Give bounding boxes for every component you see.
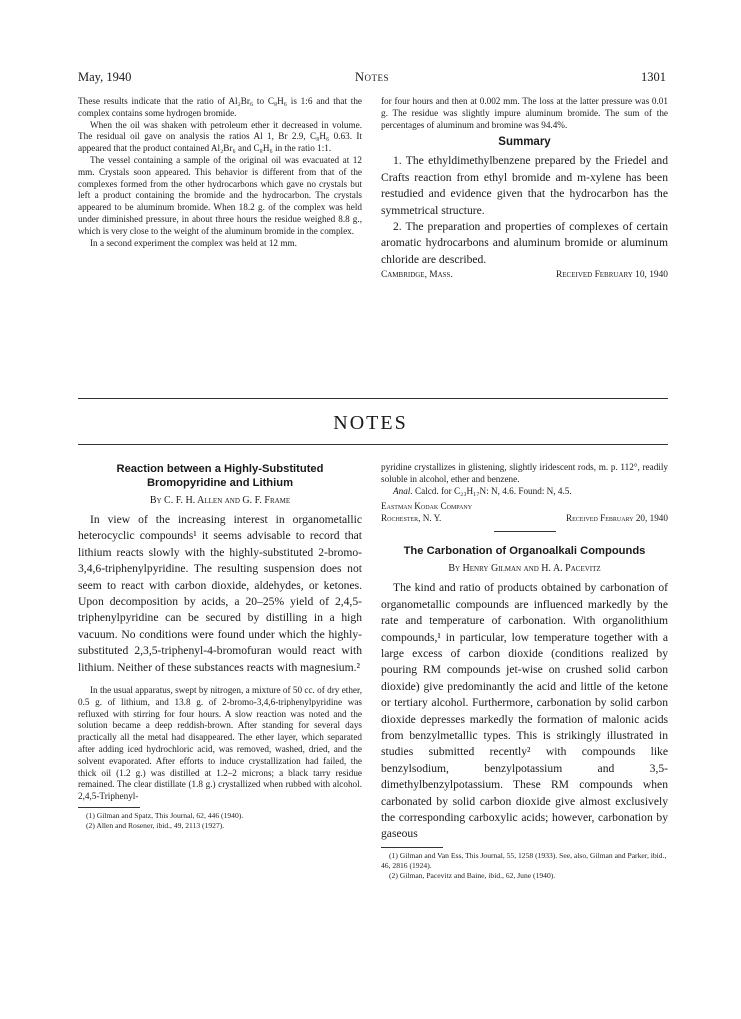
received-date: Received February 10, 1940 — [556, 270, 668, 281]
header-section: Notes — [354, 70, 390, 84]
summary-item: 1. The ethyldimethylbenzene prepared by the Friedel and Crafts reaction from ethyl bromide and m-xylene has been restudied and evidence given that the hydrocarbon has the symmetrical structure. — [381, 154, 668, 217]
footnote: (2) Gilman, Pacevitz and Baine, ibid., 62, June (1940). — [389, 870, 556, 880]
footnote: (1) Gilman and Spatz, This Journal, 62, 446 (1940). — [86, 811, 244, 821]
summary-heading: Summary — [498, 136, 551, 149]
summary-item: 2. The preparation and properties of complexes of certain aromatic hydrocarbons and aluminum bromide or aluminum chloride are described. — [381, 220, 668, 266]
section-title: NOTES — [333, 412, 408, 434]
paragraph: These results indicate that the ratio of Al₂Br₆ to C₈H₆ is 1:6 and that the complex contains some hydrogen bromide. — [78, 96, 362, 118]
article2-column — [381, 462, 668, 881]
article-separator — [494, 531, 556, 532]
article-title: The Carbonation of Organoalkali Compounds — [403, 545, 646, 558]
footnote: (1) Gilman and Van Ess, This Journal, 55, 1258 (1933). See, also, Gilman and Parker, ibid., 46, 2816 (1924). — [381, 850, 667, 870]
signature-line — [381, 270, 668, 280]
article-byline: By C. F. H. Allen and G. F. Frame — [149, 495, 291, 506]
footnote-rule — [78, 807, 140, 808]
article-byline: By Henry Gilman and H. A. Pacevitz — [448, 563, 601, 575]
section-rule-top — [78, 398, 668, 399]
paragraph: for four hours and then at 0.002 mm. The loss at the latter pressure was 0.01 g. The residue was slightly impure aluminum bromide. The sum of the percentages of aluminum and bromine was 94.4%. — [381, 96, 668, 130]
running-head — [78, 70, 666, 86]
top-left-column — [78, 96, 362, 249]
article-body: The kind and ratio of products obtained by carbonation of organometallic compounds are influenced markedly by the rate and temperature of carbonation. With organolithium compounds,¹ in particular, low temperature together with a large excess of carbon dioxide (conditions realized by pouring RM compounds jet-wise on crushed solid carbon dioxide) give predominantly the acid and little of the ketone or tertiary alcohol. Furthermore, carbonation by solid carbon dioxide depresses markedly the formation of malonic acids from benzylmetallic types. This is strikingly illustrated in studies submitted recently² with compounds like benzylsodium, benzylpotassium and 3,5-dimethylbenzylpotassium. These RM compounds when carbonated by solid carbon dioxide give almost exclusively the corresponding carboxylic acids; however, carbonation by gaseous — [381, 581, 668, 841]
paragraph: In a second experiment the complex was held at 12 mm. — [90, 237, 297, 248]
received-date: Received February 20, 1940 — [566, 512, 668, 523]
analysis-line — [381, 486, 668, 498]
paragraph: The vessel containing a sample of the original oil was evacuated at 12 mm. Crystals soon appeared. This behavior is different from that of the complexes formed from the other hydrocarbons which gave no crystals but left a product containing the bromide and the hydrocarbon. The crystals appeared to be aluminum bromide. When 18.2 g. of the complex was held under diminished pressure, in about three hours the residue weighed 8.8 g., which is very close to the weight of the aluminum bromide in the complex. — [78, 154, 362, 236]
paragraph: pyridine crystallizes in glistening, slightly iridescent rods, m. p. 112°, readily soluble in alcohol, ether and benzene. — [381, 462, 668, 484]
experimental-paragraph: In the usual apparatus, swept by nitrogen, a mixture of 50 cc. of dry ether, 0.5 g. of lithium, and 13.8 g. of 2-bromo-3,4,6-triphenylpyridine was refluxed with stirring for four hours. A slow reaction was noted and the solution became a deep reddish-brown. After standing for several days practically all the metal had disappeared. The ether layer, which separated after adding iced hydrochloric acid, was removed, washed, dried, and the solvent evaporated. After efforts to induce crystallization had failed, the thick oil (1.2 g.) was distilled at 1.2–2 microns; a black tarry residue remained. The clear distillate (1.8 g.) crystallized when rubbed with alcohol. 2,4,5-Triphenyl- — [78, 685, 362, 802]
footnote: (2) Allen and Rosener, ibid., 49, 2113 (1927). — [86, 821, 225, 831]
footnote-rule — [381, 847, 443, 848]
analysis-values: Calcd. for C₂₃H₁₇N: N, 4.6. Found: N, 4.5. — [414, 485, 572, 496]
paragraph: When the oil was shaken with petroleum ether it decreased in volume. The residual oil gave on analysis the ratios Al 1, Br 2.9, C₈H₆ 0.63. It appeared that the product contained Al₂Br₆ and C₈H₆ in the ratio 1:1. — [78, 119, 362, 154]
anal-label: Anal. — [393, 485, 413, 496]
article-body: In view of the increasing interest in organometallic heterocyclic compounds¹ it seems advisable to record that lithium reacts slowly with the highly-substituted 2-bromo-3,4,6-triphenylpyridine. The resulting suspension does not seem to react with carbon dioxide, aldehydes, or ketones. Upon decomposition by acids, a 20–25% yield of 2,4,5-triphenylpyridine can be secured by distilling in a high vacuum. No conditions were found under which the highly-substituted 2,3,5-triphenyl-4-bromofuran would react with lithium. Neither of these substances reacts with magnesium.² — [78, 513, 362, 674]
top-right-column — [381, 96, 668, 280]
affiliation: Eastman Kodak Company — [381, 501, 473, 512]
article1-column — [78, 462, 362, 831]
section-rule-bottom — [78, 444, 668, 445]
affiliation-row — [381, 513, 668, 525]
article-title: Reaction between a Highly-Substituted Bromopyridine and Lithium — [116, 463, 324, 489]
signature-location: Cambridge, Mass. — [381, 270, 453, 281]
header-date: May, 1940 — [78, 70, 132, 84]
header-page-number: 1301 — [641, 70, 666, 84]
affiliation-city: Rochester, N. Y. — [381, 512, 442, 523]
